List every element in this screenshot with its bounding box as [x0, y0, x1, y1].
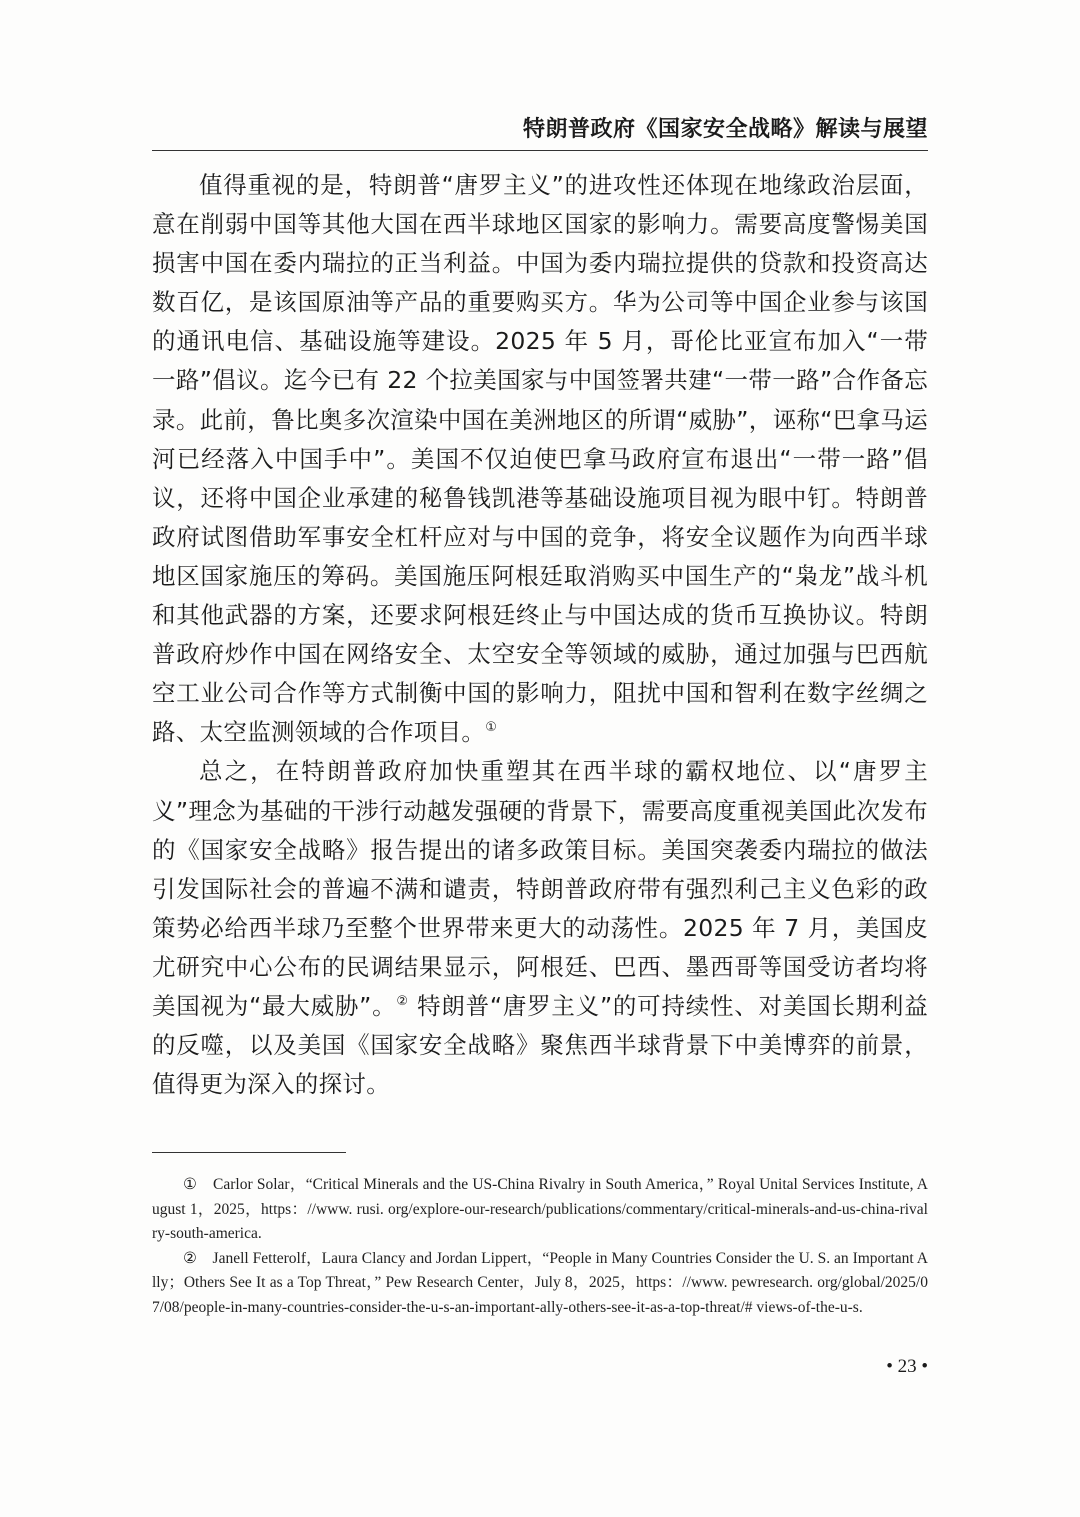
footnote-separator	[152, 1152, 346, 1153]
footnote-ref-1[interactable]: ①	[485, 720, 498, 736]
page-number: • 23 •	[886, 1356, 928, 1377]
paragraph-1	[152, 166, 928, 752]
paragraph-2	[152, 752, 928, 1104]
body-text	[152, 166, 928, 1104]
paragraph-2-text-b: 特朗普“唐罗主义”的可持续性、对美国长期利益的反噬，以及美国《国家安全战略》聚焦西半球背景下中美博弈的前景，值得更为深入的探讨。	[152, 991, 929, 1099]
running-header: 特朗普政府《国家安全战略》解读与展望	[152, 114, 928, 151]
footnote-ref-2[interactable]: ②	[396, 994, 409, 1010]
paragraph-2-text-a: 总之，在特朗普政府加快重塑其在西半球的霸权地位、以“唐罗主义”理念为基础的干涉行动越发强硬的背景下，需要高度重视美国此次发布的《国家安全战略》报告提出的诸多政策目标。美国突袭委内瑞拉的做法引发国际社会的普遍不满和谴责，特朗普政府带有强烈利己主义色彩的政策势必给西半球乃至整个世界带来更大的动荡性。2025 年 7 月，美国皮尤研究中心公布的民调结果显示，阿根廷、巴西、墨西哥等国受访者均将美国视为“最大威胁”。	[152, 757, 928, 1020]
footnote-1: ① Carlor Solar，“Critical Minerals and the US-China Rivalry in South America，” Royal Unital Services Institute, August 1，2025，https：//www. rusi. org/explore-our-research/publications/commentary/critical-minerals-and-us-china-rivalry-south-america.	[152, 1176, 928, 1242]
footnotes	[152, 1173, 928, 1320]
footnote-2: ② Janell Fetterolf，Laura Clancy and Jordan Lippert，“People in Many Countries Consider the U. S. an Important Ally；Others See It as a Top Threat，” Pew Research Center，July 8，2025，https：//www. pewresearch. org/global/2025/07/08/people-in-many-countries-consider-the-u-s-an-important-ally-others-see-it-as-a-top-threat/# views-of-the-u-s.	[152, 1249, 928, 1316]
paragraph-1-text: 值得重视的是，特朗普“唐罗主义”的进攻性还体现在地缘政治层面，意在削弱中国等其他大国在西半球地区国家的影响力。需要高度警惕美国损害中国在委内瑞拉的正当利益。中国为委内瑞拉提供的贷款和投资高达数百亿，是该国原油等产品的重要购买方。华为公司等中国企业参与该国的通讯电信、基础设施等建设。2025 年 5 月，哥伦比亚宣布加入“一带一路”倡议。迄今已有 22 个拉美国家与中国签署共建“一带一路”合作备忘录。此前，鲁比奥多次渲染中国在美洲地区的所谓“威胁”，诬称“巴拿马运河已经落入中国手中”。美国不仅迫使巴拿马政府宣布退出“一带一路”倡议，还将中国企业承建的秘鲁钱凯港等基础设施项目视为眼中钉。特朗普政府试图借助军事安全杠杆应对与中国的竞争，将安全议题作为向西半球地区国家施压的筹码。美国施压阿根廷取消购买中国生产的“枭龙”战斗机和其他武器的方案，还要求阿根廷终止与中国达成的货币互换协议。特朗普政府炒作中国在网络安全、太空安全等领域的威胁，通过加强与巴西航空工业公司合作等方式制衡中国的影响力，阻扰中国和智利在数字丝绸之路、太空监测领域的合作项目。	[152, 171, 928, 747]
